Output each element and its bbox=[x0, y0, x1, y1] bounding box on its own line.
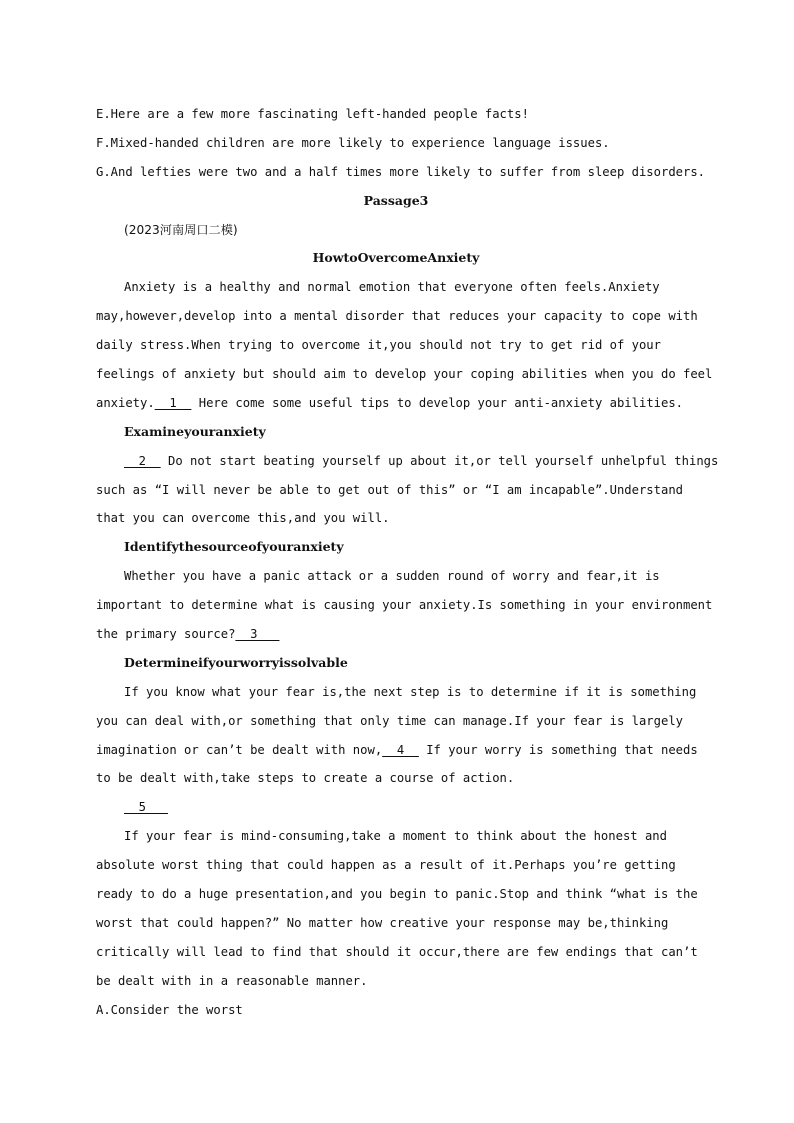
sec2-line-3 bbox=[96, 620, 696, 649]
intro-line-4: feelings of anxiety but should aim to develop your coping abilities when you do feel bbox=[96, 367, 713, 382]
passage-label: Passage3 bbox=[363, 192, 429, 208]
sec4-line-1: If your fear is mind-consuming,take a moment to think about the honest and bbox=[124, 829, 667, 844]
sec1-line-1 bbox=[96, 447, 719, 476]
option-e: E.Here are a few more fascinating left-handed people facts! bbox=[96, 107, 529, 121]
heading-determine: Determineifyourworryissolvable bbox=[124, 654, 348, 670]
sec3-line-3-start: imagination or can’t be dealt with now, bbox=[96, 742, 383, 757]
sec3-line-2: you can deal with,or something that only time can manage.If your fear is largely bbox=[96, 713, 683, 728]
sec4-line-5: critically will lead to find that should it occur,there are few endings that can’t bbox=[96, 944, 698, 959]
heading-examine: Examineyouranxiety bbox=[124, 423, 266, 439]
heading-identify: Identifythesourceofyouranxiety bbox=[124, 539, 344, 555]
option-g: G.And lefties were two and a half times more likely to suffer from sleep disorders. bbox=[96, 164, 706, 179]
document-page bbox=[96, 100, 719, 1025]
sec4-line-3: ready to do a huge presentation,and you begin to panic.Stop and think “what is the bbox=[96, 887, 698, 902]
blank-5: 5 bbox=[124, 800, 169, 815]
intro-line-5-start: anxiety. bbox=[96, 395, 155, 410]
blank-4: 4 bbox=[382, 742, 419, 757]
blank-1: 1 bbox=[154, 395, 192, 410]
sec3-line-3-end: If your worry is something that needs bbox=[418, 742, 698, 757]
sec1-line-3: that you can overcome this,and you will. bbox=[96, 511, 390, 526]
sec1-line-2: such as “I will never be able to get out of this” or “I am incapable”.Understand bbox=[96, 482, 683, 497]
sec2-line-1: Whether you have a panic attack or a sudden round of worry and fear,it is bbox=[124, 569, 660, 584]
sec2-line-3-text: the primary source? bbox=[96, 627, 236, 642]
heading-blank-5 bbox=[96, 793, 696, 822]
sec3-line-1: If you know what your fear is,the next step is to determine if it is something bbox=[124, 684, 697, 699]
intro-line-1: Anxiety is a healthy and normal emotion that everyone often feels.Anxiety bbox=[124, 280, 660, 295]
intro-line-2: may,however,develop into a mental disorder that reduces your capacity to cope with bbox=[96, 309, 698, 324]
sec1-line-1-text: Do not start beating yourself up about it,or tell yourself unhelpful things bbox=[160, 453, 719, 468]
option-a: A.Consider the worst bbox=[96, 1002, 243, 1017]
sec2-line-2: important to determine what is causing your anxiety.Is something in your environment bbox=[96, 598, 713, 613]
blank-2: 2 bbox=[124, 453, 161, 468]
sec4-line-4: worst that could happen?” No matter how creative your response may be,thinking bbox=[96, 915, 669, 930]
sec3-line-4: to be dealt with,take steps to create a course of action. bbox=[96, 771, 515, 786]
source-note: (2023河南周口二模) bbox=[124, 222, 238, 237]
option-f: F.Mixed-handed children are more likely to experience language issues. bbox=[96, 135, 610, 150]
sec3-line-3 bbox=[96, 736, 696, 765]
intro-line-5-end: Here come some useful tips to develop your anti-anxiety abilities. bbox=[191, 395, 684, 410]
intro-line-5 bbox=[96, 389, 696, 418]
sec4-line-2: absolute worst thing that could happen as a result of it.Perhaps you’re getting bbox=[96, 858, 676, 873]
passage-title: HowtoOvercomeAnxiety bbox=[312, 250, 480, 266]
blank-3: 3 bbox=[235, 627, 280, 642]
sec4-line-6: be dealt with in a reasonable manner. bbox=[96, 973, 368, 988]
intro-line-3: daily stress.When trying to overcome it,you should not try to get rid of your bbox=[96, 338, 661, 353]
